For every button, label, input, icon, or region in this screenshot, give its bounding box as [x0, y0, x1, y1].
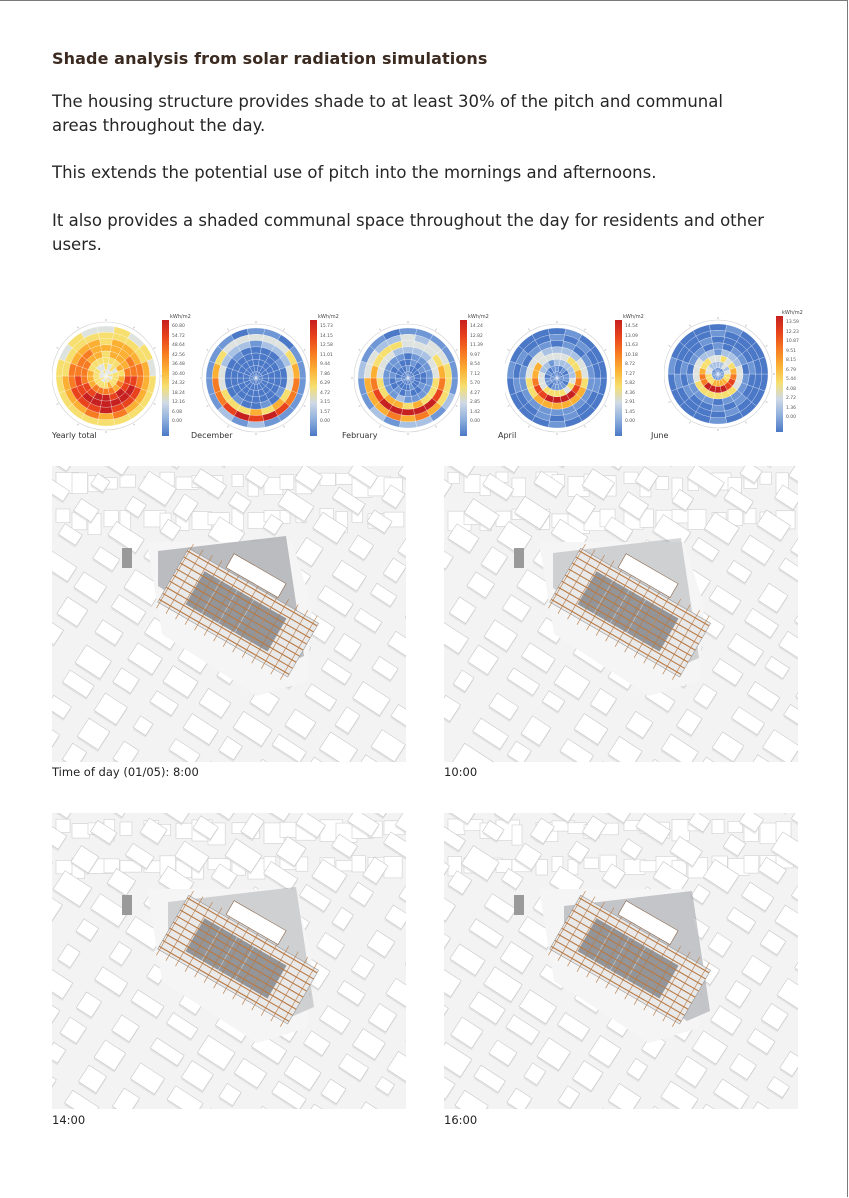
dome-label: December [191, 431, 233, 440]
scale-value: 10.87 [786, 339, 799, 344]
scale-value: 13.09 [625, 333, 638, 339]
scale-value: 1.45 [625, 409, 636, 415]
sky-dome-december [200, 312, 350, 442]
scale-value: 7.12 [470, 371, 481, 377]
site-plan-drawing [52, 466, 406, 762]
scale-value: 12.58 [320, 343, 333, 348]
dome-label: April [498, 431, 517, 440]
site-plan-drawing [444, 813, 798, 1109]
scale-value: 48.64 [172, 343, 185, 348]
scale-value: 8.15 [786, 358, 797, 363]
scale-value: 13.59 [786, 320, 799, 325]
scale-value: 9.97 [470, 352, 481, 358]
color-scale [162, 320, 169, 436]
sky-dome-june [664, 312, 814, 442]
color-scale [460, 320, 467, 436]
plan-label: 16:00 [444, 1113, 478, 1127]
scale-value: 11.39 [470, 343, 483, 348]
scale-value: 2.91 [625, 400, 636, 405]
scale-value: 14.54 [625, 324, 638, 329]
scale-unit: kWh/m2 [782, 310, 803, 316]
scale-value: 0.00 [625, 419, 636, 424]
scale-value: 4.27 [470, 390, 481, 396]
scale-value: 3.15 [320, 400, 331, 405]
scale-value: 0.00 [320, 419, 331, 424]
scale-value: 4.72 [320, 390, 331, 396]
scale-value: 1.57 [320, 409, 331, 415]
scale-value: 5.70 [470, 381, 481, 386]
scale-value: 11.63 [625, 343, 638, 348]
scale-value: 9.51 [786, 348, 797, 354]
scale-value: 5.44 [786, 377, 797, 382]
plan-label: 14:00 [52, 1113, 86, 1127]
scale-value: 18.24 [172, 390, 185, 396]
scale-value: 8.72 [625, 362, 636, 367]
shadow-plan-1000 [444, 466, 798, 762]
scale-value: 2.72 [786, 396, 797, 401]
color-scale [310, 320, 317, 436]
dome-label: June [651, 431, 669, 440]
scale-unit: kWh/m2 [468, 314, 489, 320]
scale-value: 1.42 [470, 409, 481, 415]
scale-value: 6.08 [172, 409, 183, 415]
scale-value: 14.24 [470, 324, 483, 329]
scale-value: 0.00 [172, 419, 183, 424]
scale-value: 24.32 [172, 381, 185, 386]
color-scale [776, 316, 783, 432]
site-plan-drawing [52, 813, 406, 1109]
scale-value: 14.15 [320, 333, 333, 339]
scale-value: 7.86 [320, 371, 331, 377]
page-title: Shade analysis from solar radiation simulations [52, 49, 488, 68]
scale-value: 15.73 [320, 324, 333, 329]
scale-unit: kWh/m2 [170, 314, 191, 320]
dome-label: February [342, 431, 378, 440]
scale-unit: kWh/m2 [623, 314, 644, 320]
scale-value: 5.82 [625, 381, 636, 386]
scale-value: 6.79 [786, 367, 797, 373]
dome-label: Yearly total [52, 431, 97, 440]
scale-value: 30.40 [172, 371, 185, 377]
scale-value: 11.01 [320, 352, 333, 358]
color-scale [615, 320, 622, 436]
scale-value: 4.36 [625, 390, 636, 396]
scale-value: 6.29 [320, 381, 331, 386]
scale-value: 8.54 [470, 362, 481, 367]
shadow-plan-0800 [52, 466, 406, 762]
scale-value: 54.72 [172, 333, 185, 339]
plan-label: 10:00 [444, 765, 478, 779]
scale-value: 12.23 [786, 329, 799, 335]
sky-dome-yearly [52, 312, 202, 442]
scale-value: 60.80 [172, 324, 185, 329]
scale-value: 42.56 [172, 352, 185, 358]
scale-value: 36.48 [172, 362, 185, 367]
paragraph-1: The housing structure provides shade to at least 30% of the pitch and communal areas throughout the day. [52, 92, 723, 135]
scale-value: 4.08 [786, 386, 797, 392]
site-plan-drawing [444, 466, 798, 762]
sky-dome-april [505, 312, 655, 442]
scale-value: 12.82 [470, 333, 483, 339]
paragraph-2: This extends the potential use of pitch into the mornings and afternoons. [52, 163, 657, 182]
scale-value: 1.36 [786, 405, 797, 411]
paragraph-3: It also provides a shaded communal space throughout the day for residents and other users. [52, 211, 765, 254]
scale-value: 0.00 [470, 419, 481, 424]
scale-value: 7.27 [625, 371, 636, 377]
scale-value: 9.44 [320, 362, 331, 367]
shadow-plan-1400 [52, 813, 406, 1109]
scale-unit: kWh/m2 [318, 314, 339, 320]
shadow-plan-1600 [444, 813, 798, 1109]
plan-label: Time of day (01/05): 8:00 [52, 765, 199, 779]
sky-dome-february [350, 312, 500, 442]
scale-value: 10.18 [625, 352, 638, 358]
scale-value: 2.85 [470, 400, 481, 405]
scale-value: 12.16 [172, 400, 185, 405]
scale-value: 0.00 [786, 415, 797, 420]
